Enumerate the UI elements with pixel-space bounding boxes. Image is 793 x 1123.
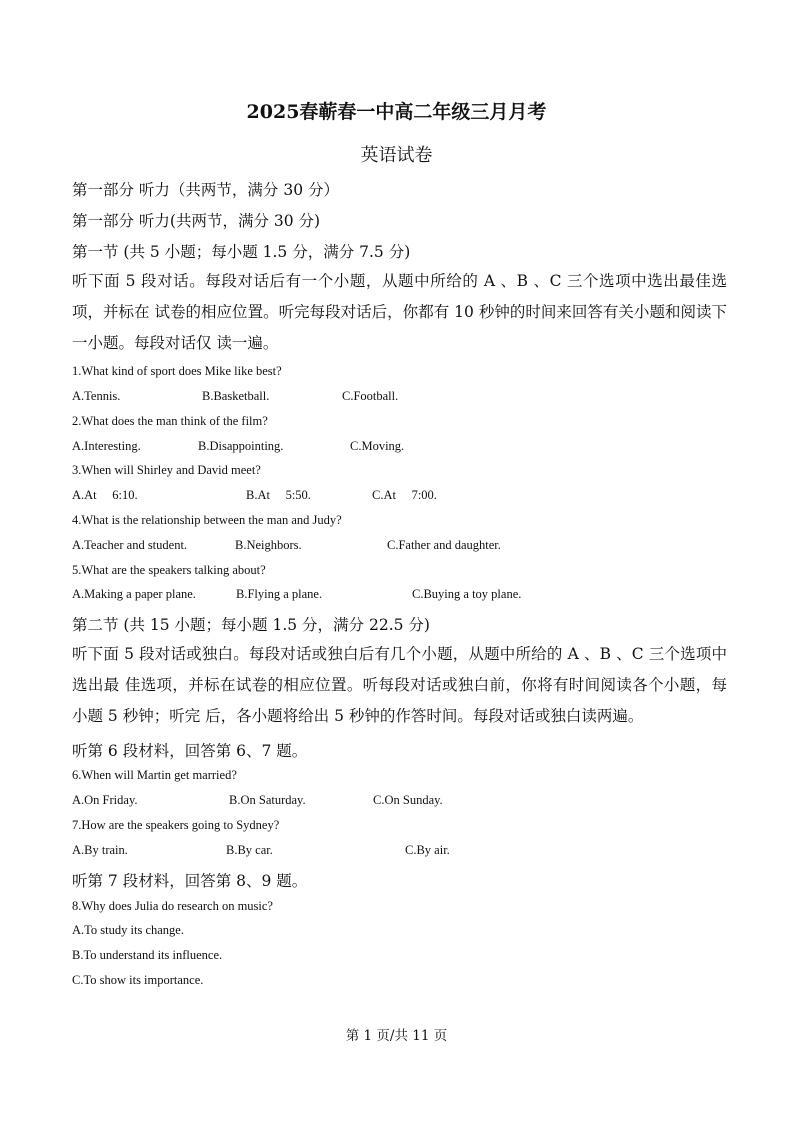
q7-option-a: A.By train. bbox=[72, 843, 128, 857]
section2-instructions: 听下面 5 段对话或独白。每段对话或独白后有几个小题，从题中所给的 A 、B 、C 三个选项中选出最 佳选项，并标在试卷的相应位置。听每段对话或独白前，你将有时间阅读各个小题，每小题 5 秒钟；听完 后，各小题将给出 5 秒钟的作答时间。每段对话或独白读两遍。 bbox=[72, 645, 727, 725]
q6-option-b: B.On Saturday. bbox=[229, 793, 306, 807]
page-number-footer: 第 1 页/共 11 页 bbox=[345, 1028, 448, 1044]
q6-option-c: C.On Sunday. bbox=[373, 793, 443, 807]
q2-option-b: B.Disappointing. bbox=[198, 439, 284, 453]
part1-heading-a: 第一部分 听力（共两节，满分 30 分） bbox=[72, 181, 340, 199]
q4-option-b: B.Neighbors. bbox=[235, 538, 302, 552]
section2-heading: 第二节 (共 15 小题；每小题 1.5 分，满分 22.5 分) bbox=[72, 616, 430, 634]
q8-option-b: B.To understand its influence. bbox=[72, 948, 223, 962]
part1-heading-b: 第一部分 听力(共两节，满分 30 分) bbox=[72, 212, 321, 230]
question-5: 5.What are the speakers talking about? bbox=[72, 563, 266, 577]
q5-option-c: C.Buying a toy plane. bbox=[412, 587, 522, 601]
q1-option-b: B.Basketball. bbox=[202, 389, 270, 403]
material-6-heading: 听第 6 段材料，回答第 6、7 题。 bbox=[72, 742, 308, 760]
question-1: 1.What kind of sport does Mike like best? bbox=[72, 364, 282, 378]
q5-option-a: A.Making a paper plane. bbox=[72, 587, 196, 601]
question-6: 6.When will Martin get married? bbox=[72, 768, 237, 782]
question-4: 4.What is the relationship between the man and Judy? bbox=[72, 513, 342, 527]
q8-option-c: C.To show its importance. bbox=[72, 973, 204, 987]
q4-option-c: C.Father and daughter. bbox=[387, 538, 501, 552]
section1-heading: 第一节 (共 5 小题；每小题 1.5 分，满分 7.5 分) bbox=[72, 243, 411, 261]
q3-option-b: B.At 5:50. bbox=[246, 488, 311, 502]
material-7-heading: 听第 7 段材料，回答第 8、9 题。 bbox=[72, 872, 308, 890]
question-3: 3.When will Shirley and David meet? bbox=[72, 463, 261, 477]
page-subtitle: 英语试卷 bbox=[360, 145, 433, 166]
q3-option-c: C.At 7:00. bbox=[372, 488, 437, 502]
q3-option-a: A.At 6:10. bbox=[72, 488, 138, 502]
section1-instructions: 听下面 5 段对话。每段对话后有一个小题，从题中所给的 A 、B 、C 三个选项中选出最佳选项，并标在 试卷的相应位置。听完每段对话后，你都有 10 秒钟的时间来回答有关小题和阅读下一小题。每段对话仅 读一遍。 bbox=[72, 272, 727, 352]
question-7: 7.How are the speakers going to Sydney? bbox=[72, 818, 280, 832]
question-2: 2.What does the man think of the film? bbox=[72, 414, 268, 428]
q7-option-b: B.By car. bbox=[226, 843, 273, 857]
q1-option-c: C.Football. bbox=[342, 389, 399, 403]
q8-option-a: A.To study its change. bbox=[72, 923, 184, 937]
q2-option-c: C.Moving. bbox=[350, 439, 405, 453]
q6-option-a: A.On Friday. bbox=[72, 793, 138, 807]
q4-option-a: A.Teacher and student. bbox=[72, 538, 188, 552]
question-8: 8.Why does Julia do research on music? bbox=[72, 899, 273, 913]
q5-option-b: B.Flying a plane. bbox=[236, 587, 323, 601]
q1-option-a: A.Tennis. bbox=[72, 389, 121, 403]
q2-option-a: A.Interesting. bbox=[72, 439, 141, 453]
q7-option-c: C.By air. bbox=[405, 843, 450, 857]
page-title: 2025春蕲春一中高二年级三月月考 bbox=[246, 101, 547, 123]
